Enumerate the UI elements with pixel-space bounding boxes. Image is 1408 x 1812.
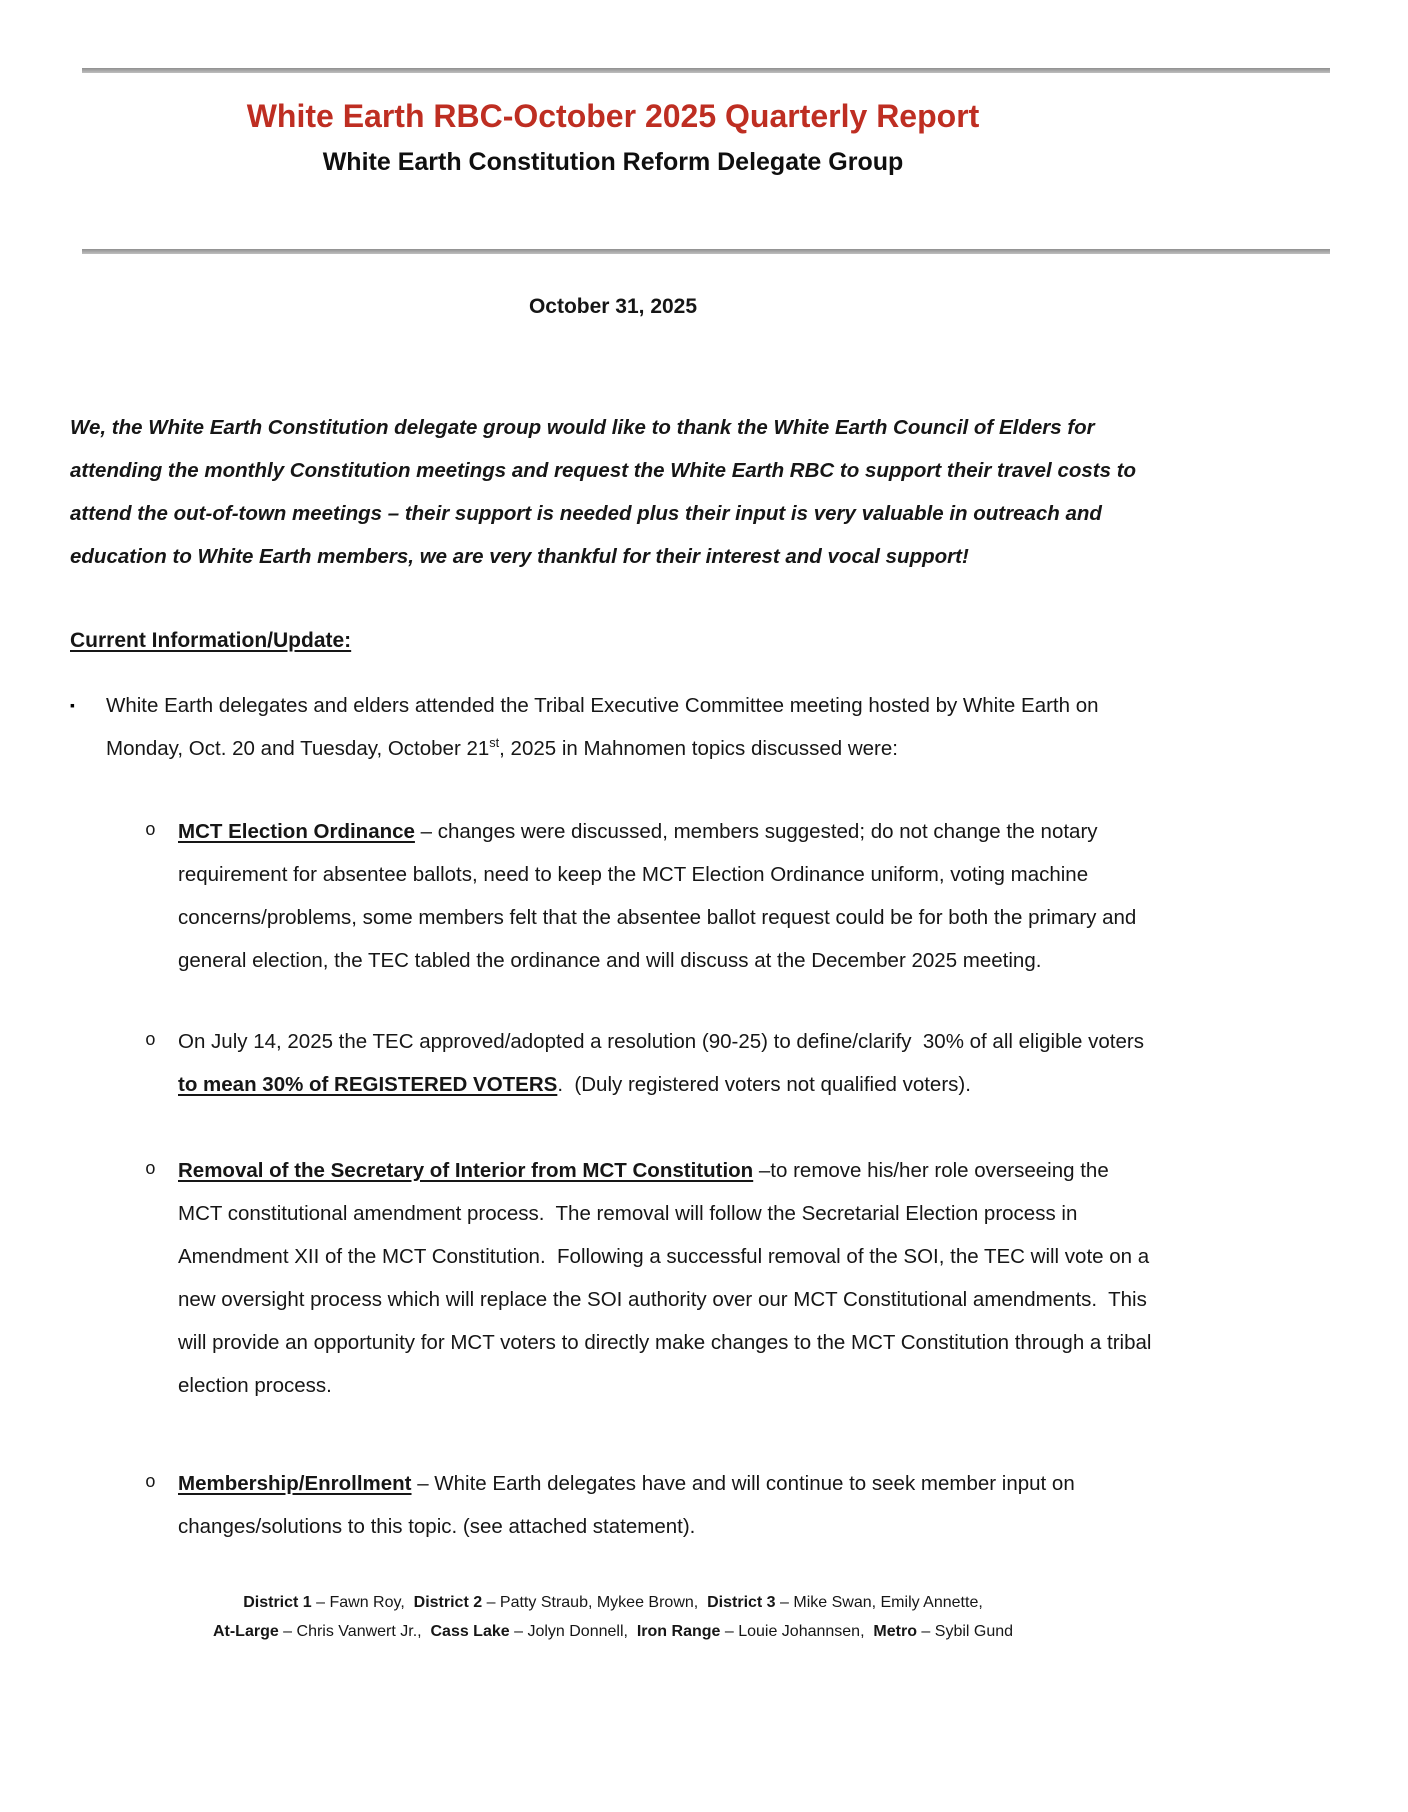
sub-bullet-item-membership-enrollment [70,1462,1156,1548]
roster-line-2: At-Large – Chris Vanwert Jr., Cass Lake – Jolyn Donnell, Iron Range – Louie Johannsen, Metro – Sybil Gund [212,1623,1014,1640]
sub-bullet-item-removal-of-soi [70,1149,1156,1407]
report-title: White Earth RBC-October 2025 Quarterly Report [246,98,980,134]
intro-paragraph: We, the White Earth Constitution delegate group would like to thank the White Earth Council of Elders for attending the monthly Constitution meetings and request the White Earth RBC to support their travel costs to attend the out-of-town meetings – their support is needed plus their input is very valuable in outreach and education to White Earth members, we are very thankful for their interest and vocal support! [70,416,1142,568]
square-bullet-marker: ▪ [70,697,75,713]
sub-bullet-text: Removal of the Secretary of Interior from MCT Constitution –to remove his/her role overseeing the MCT constitutional amendment process. The removal will follow the Secretarial Election process in Amendment XII of the MCT Constitution. Following a successful removal of the SOI, the TEC will vote on a new oversight process which will replace the SOI authority over our MCT Constitutional amendments. This will provide an opportunity for MCT voters to directly make changes to the MCT Constitution through a tribal election process. [178,1159,1158,1397]
document-content [70,0,1156,1646]
sub-bullet-text: MCT Election Ordinance – changes were discussed, members suggested; do not change the notary requirement for absentee ballots, need to keep the MCT Election Ordinance uniform, voting machine concerns/problems, some members felt that the absentee ballot request could be for both the primary and general election, the TEC tabled the ordinance and will discuss at the December 2025 meeting. [178,820,1143,972]
report-subtitle: White Earth Constitution Reform Delegate Group [322,148,904,176]
sub-bullet-item-resolution-90-25 [70,1020,1156,1106]
circle-bullet-marker: o [145,821,156,841]
sub-bullet-text: Membership/Enrollment – White Earth delegates have and will continue to seek member input on changes/solutions to this topic. (see attached statement). [178,1472,1081,1538]
circle-bullet-marker: o [145,1160,156,1180]
bullet-text: White Earth delegates and elders attended the Tribal Executive Committee meeting hosted by White Earth on Monday, Oct. 20 and Tuesday, October 21st, 2025 in Mahnomen topics discussed were: [106,694,1105,760]
date-line: October 31, 2025 [528,295,698,318]
sub-bullet-item-mct-election-ordinance [70,810,1156,982]
roster-line-1: District 1 – Fawn Roy, District 2 – Patty Straub, Mykee Brown, District 3 – Mike Swan, Emily Annette, [243,1594,983,1611]
sub-bullet-text: On July 14, 2025 the TEC approved/adopted a resolution (90-25) to define/clarify 30% of all eligible voters to mean 30% of REGISTERED VOTERS. (Duly registered voters not qualified voters). [178,1030,1150,1096]
circle-bullet-marker: o [145,1031,156,1051]
circle-bullet-marker: o [145,1473,156,1493]
bullet-item-tec-meeting [70,684,1156,770]
section-heading: Current Information/Update: [70,629,352,652]
delegate-roster-footer [70,1588,1156,1646]
